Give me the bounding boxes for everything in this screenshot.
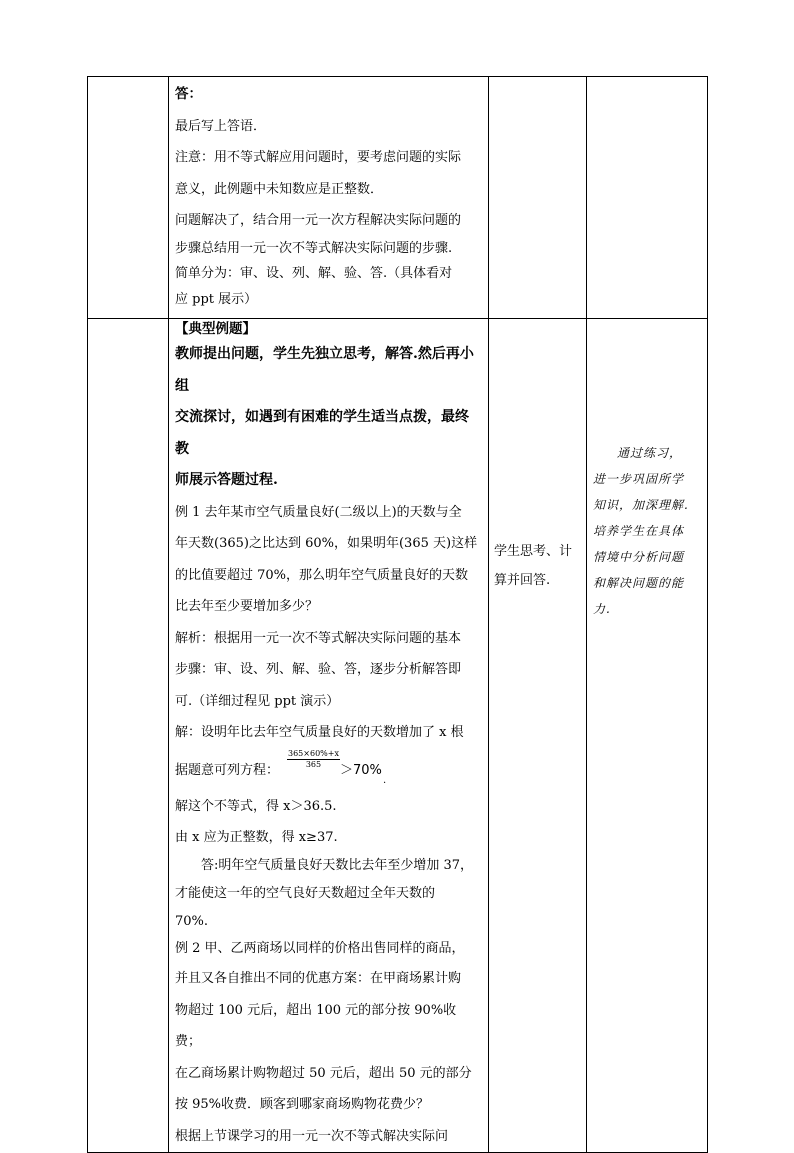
design-intent-line: 力. xyxy=(593,602,611,616)
content-line: 意义，此例题中未知数应是正整数． xyxy=(175,181,384,197)
example-line: 在乙商场累计购物超过 50 元后，超出 50 元的部分 xyxy=(175,1065,472,1081)
example-line: 比去年至少要增加多少？ xyxy=(175,599,319,614)
design-intent-line: 知识，加深理解. xyxy=(593,498,689,512)
equation-label: 据题意可列方程： xyxy=(175,762,280,778)
student-activity-cell xyxy=(489,77,587,319)
content-line: 注意：用不等式解应用问题时，要考虑问题的实际 xyxy=(175,150,462,165)
analysis-line: 步骤：审、设、列、解、验、答，逐步分析解答即 xyxy=(175,662,462,677)
solution-line: 解：设明年比去年空气质量良好的天数增加了 x 根 xyxy=(175,725,464,740)
design-intent-line: 通过练习， xyxy=(617,446,683,460)
design-intent-line: 进一步巩固所学 xyxy=(593,472,685,486)
answer-line: 才能使这一年的空气良好天数超过全年天数的 xyxy=(175,885,436,901)
stage-cell xyxy=(88,77,169,319)
integer-line: 由 x 应为正整数，得 x≥37. xyxy=(175,830,338,845)
design-intent-cell xyxy=(587,319,708,1153)
fraction-numerator: 365×60%+x xyxy=(288,748,339,758)
answer-line: 70%. xyxy=(175,914,209,929)
equation xyxy=(175,749,482,791)
stage-cell xyxy=(88,319,169,1153)
design-intent-line: 和解决问题的能 xyxy=(593,576,685,590)
analysis-line: 可.（详细过程见 ppt 演示） xyxy=(175,693,340,709)
content-line: 简单分为：审、设、列、解、验、答.（具体看对 xyxy=(175,265,453,281)
section-title: 【典型例题】 xyxy=(175,321,256,337)
teacher-instruction: 交流探讨，如遇到有困难的学生适当点拨，最终教 xyxy=(175,409,469,457)
design-intent-line: 培养学生在具体 xyxy=(593,524,685,538)
example-line: 按 95%收费．顾客到哪家商场购物花费少？ xyxy=(175,1097,430,1112)
design-intent-line: 情境中分析问题 xyxy=(593,550,685,564)
table-row xyxy=(88,77,708,319)
example-line: 物超过 100 元后，超出 100 元的部分按 90%收费； xyxy=(175,1002,457,1049)
example-line: 年天数(365)之比达到 60%，如果明年(365 天)这样 xyxy=(175,536,478,551)
example-line: 例 2 甲、乙两商场以同样的价格出售同样的商品， xyxy=(175,941,465,956)
example-line: 例 1 去年某市空气质量良好(二级以上)的天数与全 xyxy=(175,504,462,520)
example-line: 并且又各自推出不同的优惠方案：在甲商场累计购 xyxy=(175,971,462,986)
equation-end: . xyxy=(383,774,387,786)
fraction xyxy=(287,749,340,770)
fraction-denominator: 365 xyxy=(305,759,322,769)
content-line: 步骤总结用一元一次不等式解决实际问题的步骤. xyxy=(175,240,453,256)
teacher-instruction: 师展示答题过程. xyxy=(175,472,278,488)
student-activity-cell xyxy=(489,319,587,1153)
answer-heading: 答： xyxy=(175,86,202,102)
content-line: 问题解决了，结合用一元一次方程解决实际问题的 xyxy=(175,213,462,228)
student-activity-line: 学生思考、计 xyxy=(494,544,573,559)
example-line: 根据上节课学习的用一元一次不等式解决实际问 xyxy=(175,1128,449,1144)
teacher-instruction: 教师提出问题，学生先独立思考，解答.然后再小组 xyxy=(175,346,474,394)
example-line: 的比值要超过 70%，那么明年空气质量良好的天数 xyxy=(175,567,469,583)
analysis-line: 解析：根据用一元一次不等式解决实际问题的基本 xyxy=(175,630,462,646)
content-line: 最后写上答语． xyxy=(175,118,267,134)
content-cell xyxy=(169,77,489,319)
solve-line: 解这个不等式，得 x＞36.5. xyxy=(175,798,337,814)
lesson-plan-table xyxy=(87,76,708,1153)
table-row xyxy=(88,319,708,1153)
content-line: 应 ppt 展示） xyxy=(175,291,258,307)
student-activity-line: 算并回答. xyxy=(494,573,551,588)
answer-line: 答:明年空气质量良好天数比去年至少增加 37， xyxy=(201,857,474,873)
design-intent-cell xyxy=(587,77,708,319)
inequality-rhs: ＞70% xyxy=(340,762,382,778)
content-cell xyxy=(169,319,489,1153)
